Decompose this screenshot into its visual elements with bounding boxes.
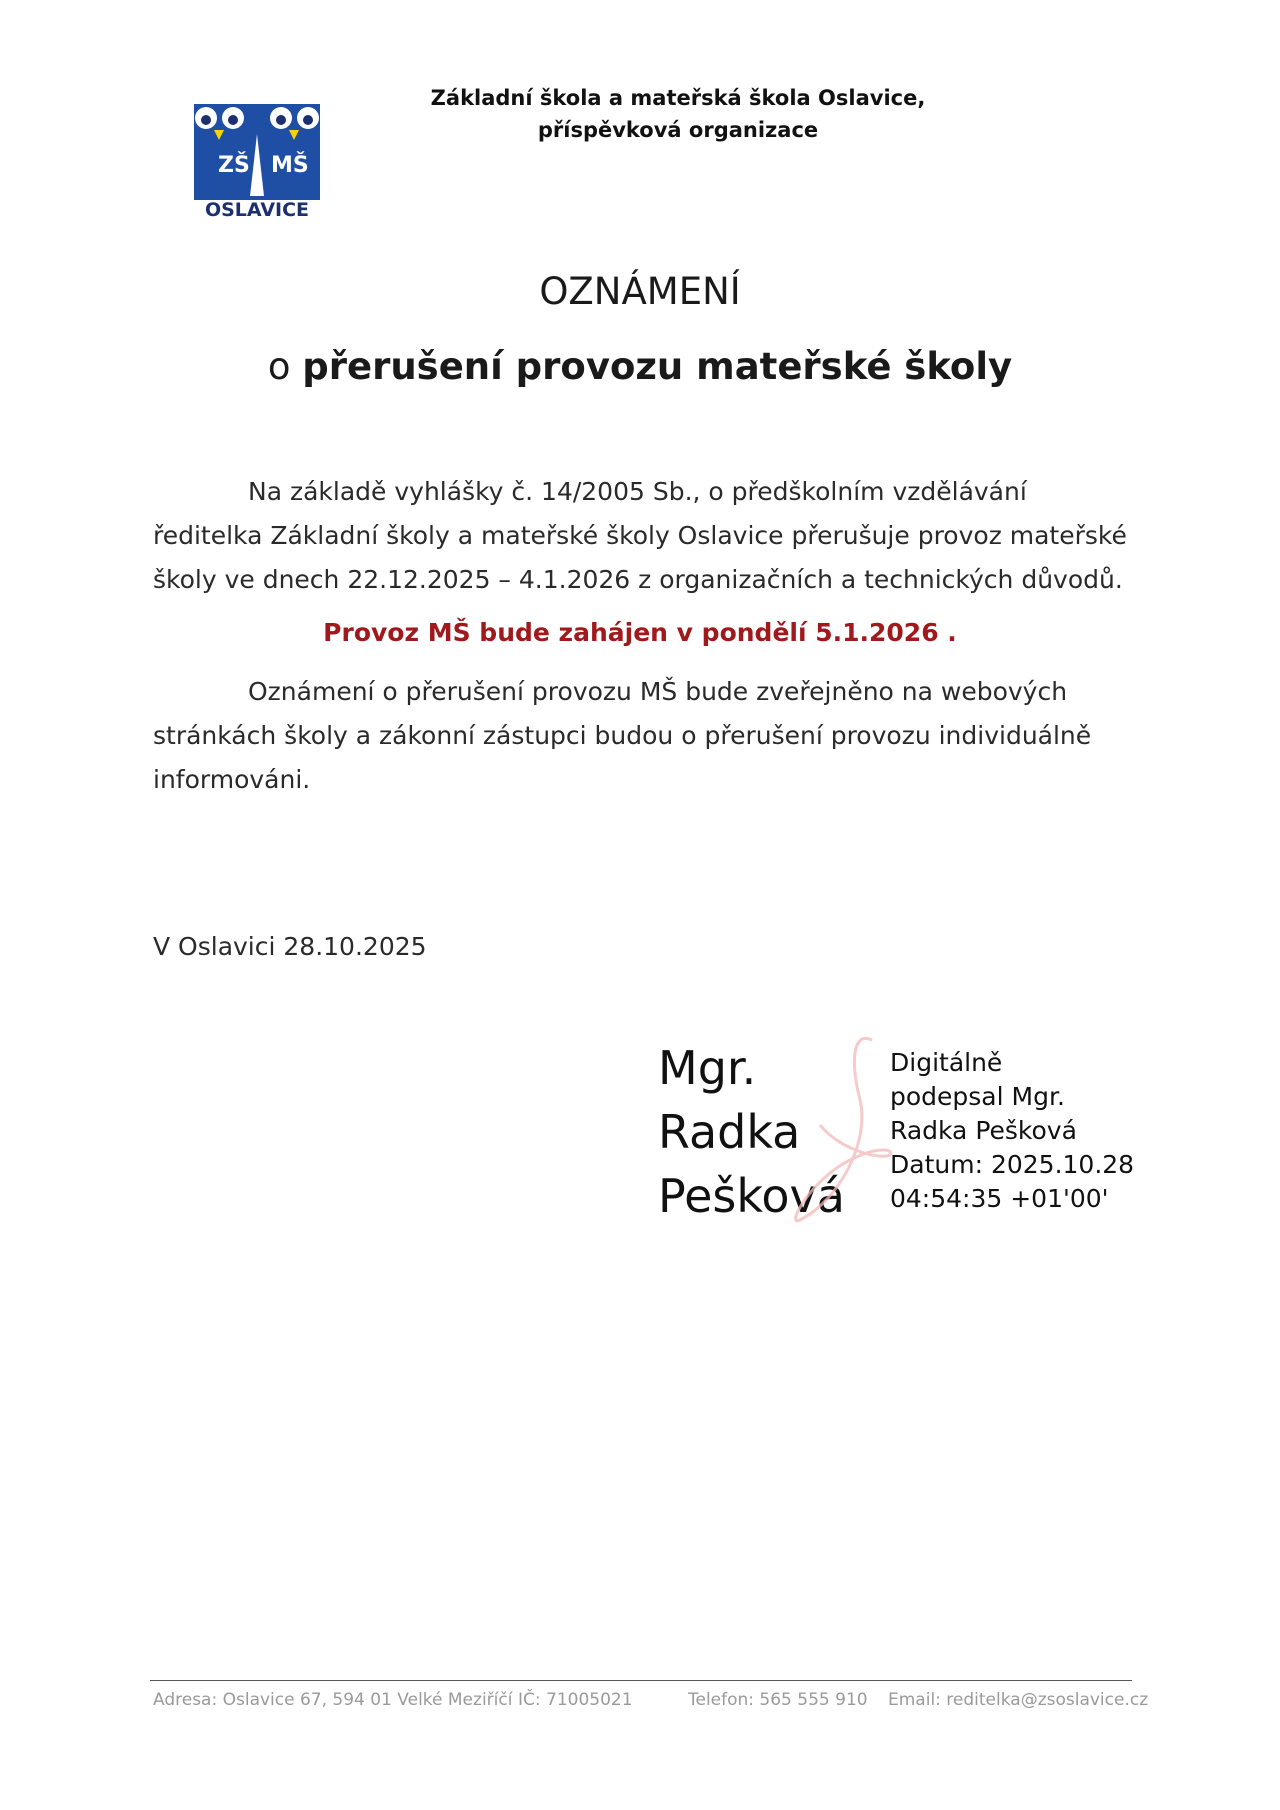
subtitle-prefix: o	[267, 345, 303, 388]
signature-detail-4: Datum: 2025.10.28	[890, 1150, 1135, 1179]
signature-name-line2: Radka	[658, 1105, 801, 1159]
signature-watermark-icon	[780, 1030, 900, 1230]
logo-a-text: a	[251, 177, 262, 196]
school-logo	[194, 104, 320, 218]
footer-ico: IČ: 71005021	[518, 1690, 633, 1710]
place-date: V Oslavici 28.10.2025	[153, 932, 427, 961]
logo-zs-text: ZŠ	[218, 153, 250, 178]
logo-ms-text: MŠ	[271, 153, 309, 178]
footer-address: Adresa: Oslavice 67, 594 01 Velké Meziříčí	[153, 1690, 513, 1710]
school-name-line1: Základní škola a mateřská škola Oslavice,	[430, 86, 926, 110]
signature-detail-5: 04:54:35 +01'00'	[890, 1184, 1109, 1213]
paragraph-1	[153, 470, 1143, 602]
school-name-line2: příspěvková organizace	[537, 118, 819, 142]
page-title: OZNÁMENÍ	[539, 270, 741, 313]
footer-phone: Telefon: 565 555 910	[688, 1690, 868, 1710]
highlight-notice: Provoz MŠ bude zahájen v pondělí 5.1.2026 .	[323, 618, 957, 647]
subtitle-bold: přerušení provozu mateřské školy	[302, 345, 1013, 388]
signature-name-line1: Mgr.	[658, 1041, 757, 1095]
paragraph-2-text: Oznámení o přerušení provozu MŠ bude zveřejněno na webových stránkách školy a zákonní zástupci budou o přerušení provozu individuálně informováni.	[153, 677, 1092, 794]
logo-oslavice-text: OSLAVICE	[204, 199, 310, 218]
paragraph-2	[153, 670, 1143, 802]
paragraph-1-text: Na základě vyhlášky č. 14/2005 Sb., o předškolním vzdělávání ředitelka Základní školy a mateřské školy Oslavice přerušuje provoz mateřské školy ve dnech 22.12.2025 – 4.1.2026 z organizačních a technických důvodů.	[153, 477, 1127, 594]
footer-email: Email: reditelka@zsoslavice.cz	[888, 1690, 1149, 1710]
signature-detail-1: Digitálně	[890, 1048, 1003, 1077]
footer-divider	[150, 1680, 1132, 1681]
signature-name-line3: Pešková	[658, 1169, 845, 1223]
page-subtitle	[0, 345, 1280, 388]
signature-details	[890, 1046, 1150, 1216]
signature-detail-2: podepsal Mgr.	[890, 1082, 1065, 1111]
signature-detail-3: Radka Pešková	[890, 1116, 1077, 1145]
